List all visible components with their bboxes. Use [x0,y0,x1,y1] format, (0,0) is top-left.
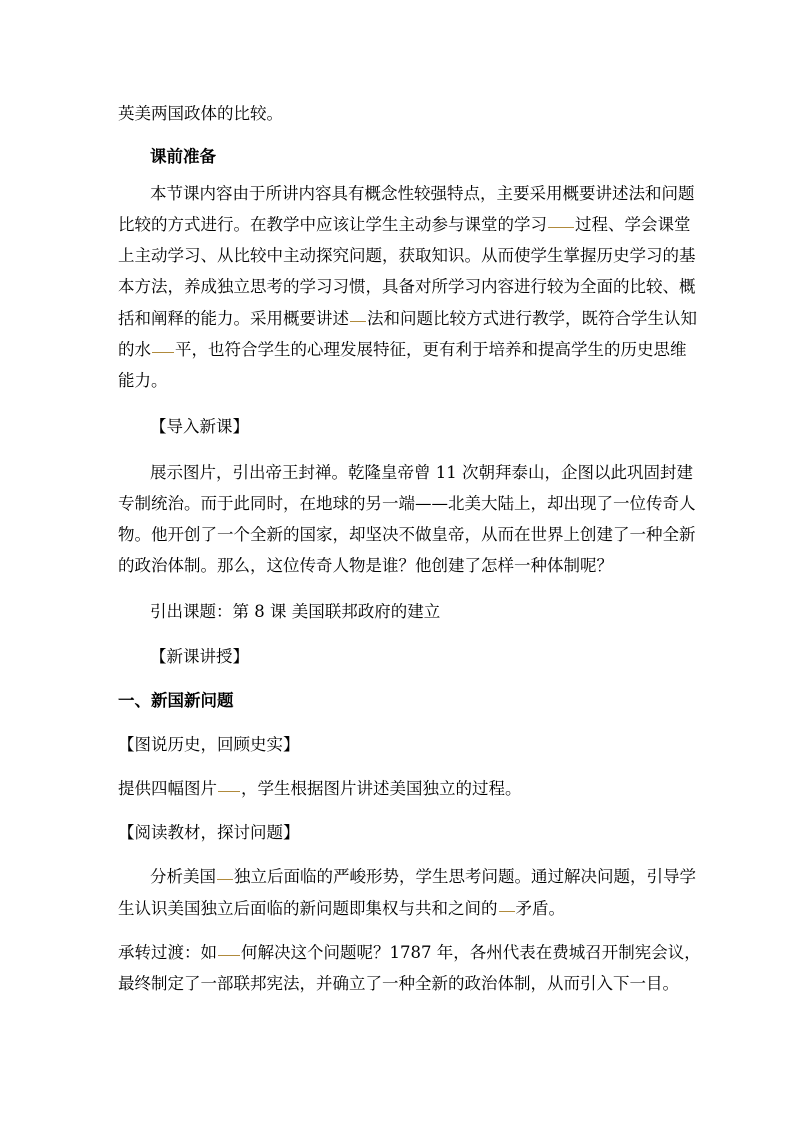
fill-blank [499,911,515,912]
text-line: 的政治体制。那么，这位传奇人物是谁？他创建了怎样一种体制呢？ [118,556,613,575]
text-line: 最终制定了一部联邦宪法，并确立了一种全新的政治体制，从而引入下一目。 [118,974,679,993]
subheading-pictures: 【图说历史，回顾史实】 [118,735,300,754]
text-line: 展示图片，引出帝王封禅。乾隆皇帝曾 11 次朝拜泰山，企图以此巩固封建 [150,463,693,482]
text-line [118,308,794,330]
text-line: 上主动学习、从比较中主动探究问题，获取知识。从而使学生掌握历史学习的基 [118,246,696,265]
text-span: 何解决这个问题呢？1787 年，各州代表在费城召开制宪会议， [241,943,701,962]
fill-blank [218,955,240,956]
text-line [118,778,794,800]
heading-lesson-prep: 课前准备 [150,147,216,166]
paragraph-tail: 英美两国政体的比较。 [118,104,283,123]
text-span: 独立后面临的严峻形势，学生思考问题。通过解决问题，引导学 [234,867,696,886]
text-span: ，学生根据图片讲述美国独立的过程。 [241,779,522,798]
text-line: 物。他开创了一个全新的国家，却坚决不做皇帝，从而在世界上创建了一种全新 [118,525,696,544]
text-line [118,214,794,236]
text-line: 能力。 [118,371,168,390]
lesson-title: 引出课题：第 8 课 美国联邦政府的建立 [150,602,441,621]
text-span: 括和阐释的能力。采用概要讲述 [118,309,349,328]
text-line: 本方法，养成独立思考的学习习惯，具备对所学习内容进行较为全面的比较、概 [118,277,696,296]
text-span: 法和问题比较方式进行教学，既符合学生认知 [367,309,697,328]
text-span: 矛盾。 [515,899,565,918]
text-line [118,339,794,361]
text-span: 分析美国 [150,867,216,886]
text-line: 本节课内容由于所讲内容具有概念性较强特点，主要采用概要讲述法和问题 [150,184,695,203]
fill-blank [548,227,574,228]
text-span: 生认识美国独立后面临的新问题即集权与共和之间的 [118,899,498,918]
fill-blank [152,352,174,353]
fill-blank [218,791,240,792]
heading-introduction: 【导入新课】 [150,417,249,436]
text-span: 的水 [118,340,151,359]
text-line [118,942,794,964]
text-span: 比较的方式进行。在教学中应该让学生主动参与课堂的学习 [118,215,547,234]
text-line [118,898,794,920]
text-span: 承转过渡：如 [118,943,217,962]
fill-blank [217,879,233,880]
heading-new-lesson: 【新课讲授】 [150,647,249,666]
text-span: 提供四幅图片 [118,779,217,798]
text-line [150,866,794,888]
text-span: 平，也符合学生的心理发展特征，更有利于培养和提高学生的历史思维 [175,340,687,359]
fill-blank [350,321,366,322]
text-line: 专制统治。而于此同时，在地球的另一端——北美大陆上，却出现了一位传奇人 [118,494,696,513]
text-span: 过程、学会课堂 [575,215,691,234]
section-heading: 一、新国新问题 [118,691,234,710]
subheading-reading: 【阅读教材，探讨问题】 [118,823,300,842]
